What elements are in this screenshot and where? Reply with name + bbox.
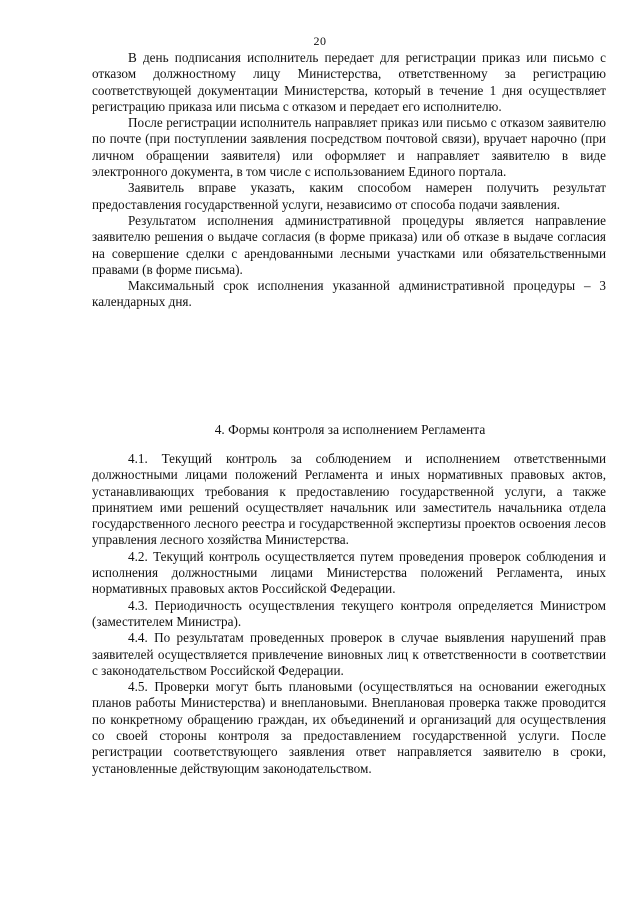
paragraph-registration: В день подписания исполнитель передает для регистрации приказ или письмо с отказом должностному лицу Министерства, ответственному за регистрацию соответствующей документации Министерства, который в течение 1 дня осуществляет регистрацию приказа или письма с отказом и передает его исполнителю.: [92, 50, 606, 114]
paragraph-delivery: После регистрации исполнитель направляет приказ или письмо с отказом заявителю по почте (при поступлении заявления посредством почтовой связи), вручает нарочно (при личном обращении заявителя) или оформляет и направляет заявителю в виде электронного документа, в том числе с использованием Единого портала.: [92, 115, 606, 180]
paragraph-applicant-choice: Заявитель вправе указать, каким способом намерен получить результат предоставления государственной услуги, независимо от способа подачи заявления.: [92, 180, 606, 212]
clause-4-2: 4.2. Текущий контроль осуществляется путем проведения проверок соблюдения и исполнения должностными лицами Министерства положений Регламента, иных нормативных правовых актов Российской Федерации.: [92, 548, 606, 597]
clause-4-3: 4.3. Периодичность осуществления текущего контроля определяется Министром (заместителем Министра).: [92, 597, 606, 629]
paragraph-max-term: Максимальный срок исполнения указанной административной процедуры – 3 календарных дня.: [92, 278, 606, 310]
page-number: 20: [313, 34, 327, 48]
paragraph-procedure-result: Результатом исполнения административной процедуры является направление заявителю решения о выдаче согласия (в форме приказа) или об отказе в выдаче согласия на совершение сделки с арендованными лесными участками или обязательственными правами (в форме письма).: [92, 212, 606, 277]
procedure-text-block: [92, 50, 606, 311]
section-heading: 4. Формы контроля за исполнением Регламента: [214, 422, 486, 437]
clause-4-1: 4.1. Текущий контроль за соблюдением и исполнением ответственными должностными лицами положений Регламента и иных нормативных правовых актов, устанавливающих требования к предоставлению государственной услуги, а также принятием ими решений осуществляет начальник или заместитель начальника отдела государственного лесного реестра и государственной экспертизы проектов освоения лесов управления лесного хозяйства Министерства.: [92, 451, 606, 548]
clause-4-5: 4.5. Проверки могут быть плановыми (осуществляться на основании ежегодных планов работы Министерства) и внеплановыми. Внеплановая проверка также проводится по конкретному обращению граждан, их объединений и организаций для осуществления со своей стороны контроля за предоставлением государственной услуги. После регистрации соответствующего заявления ответ направляется заявителю в сроки, установленные действующим законодательством.: [92, 679, 606, 776]
control-text-block: [92, 451, 606, 777]
clause-4-4: 4.4. По результатам проведенных проверок в случае выявления нарушений прав заявителей осуществляется привлечение виновных лиц к ответственности в соответствии с законодательством Российской Федерации.: [92, 630, 606, 678]
